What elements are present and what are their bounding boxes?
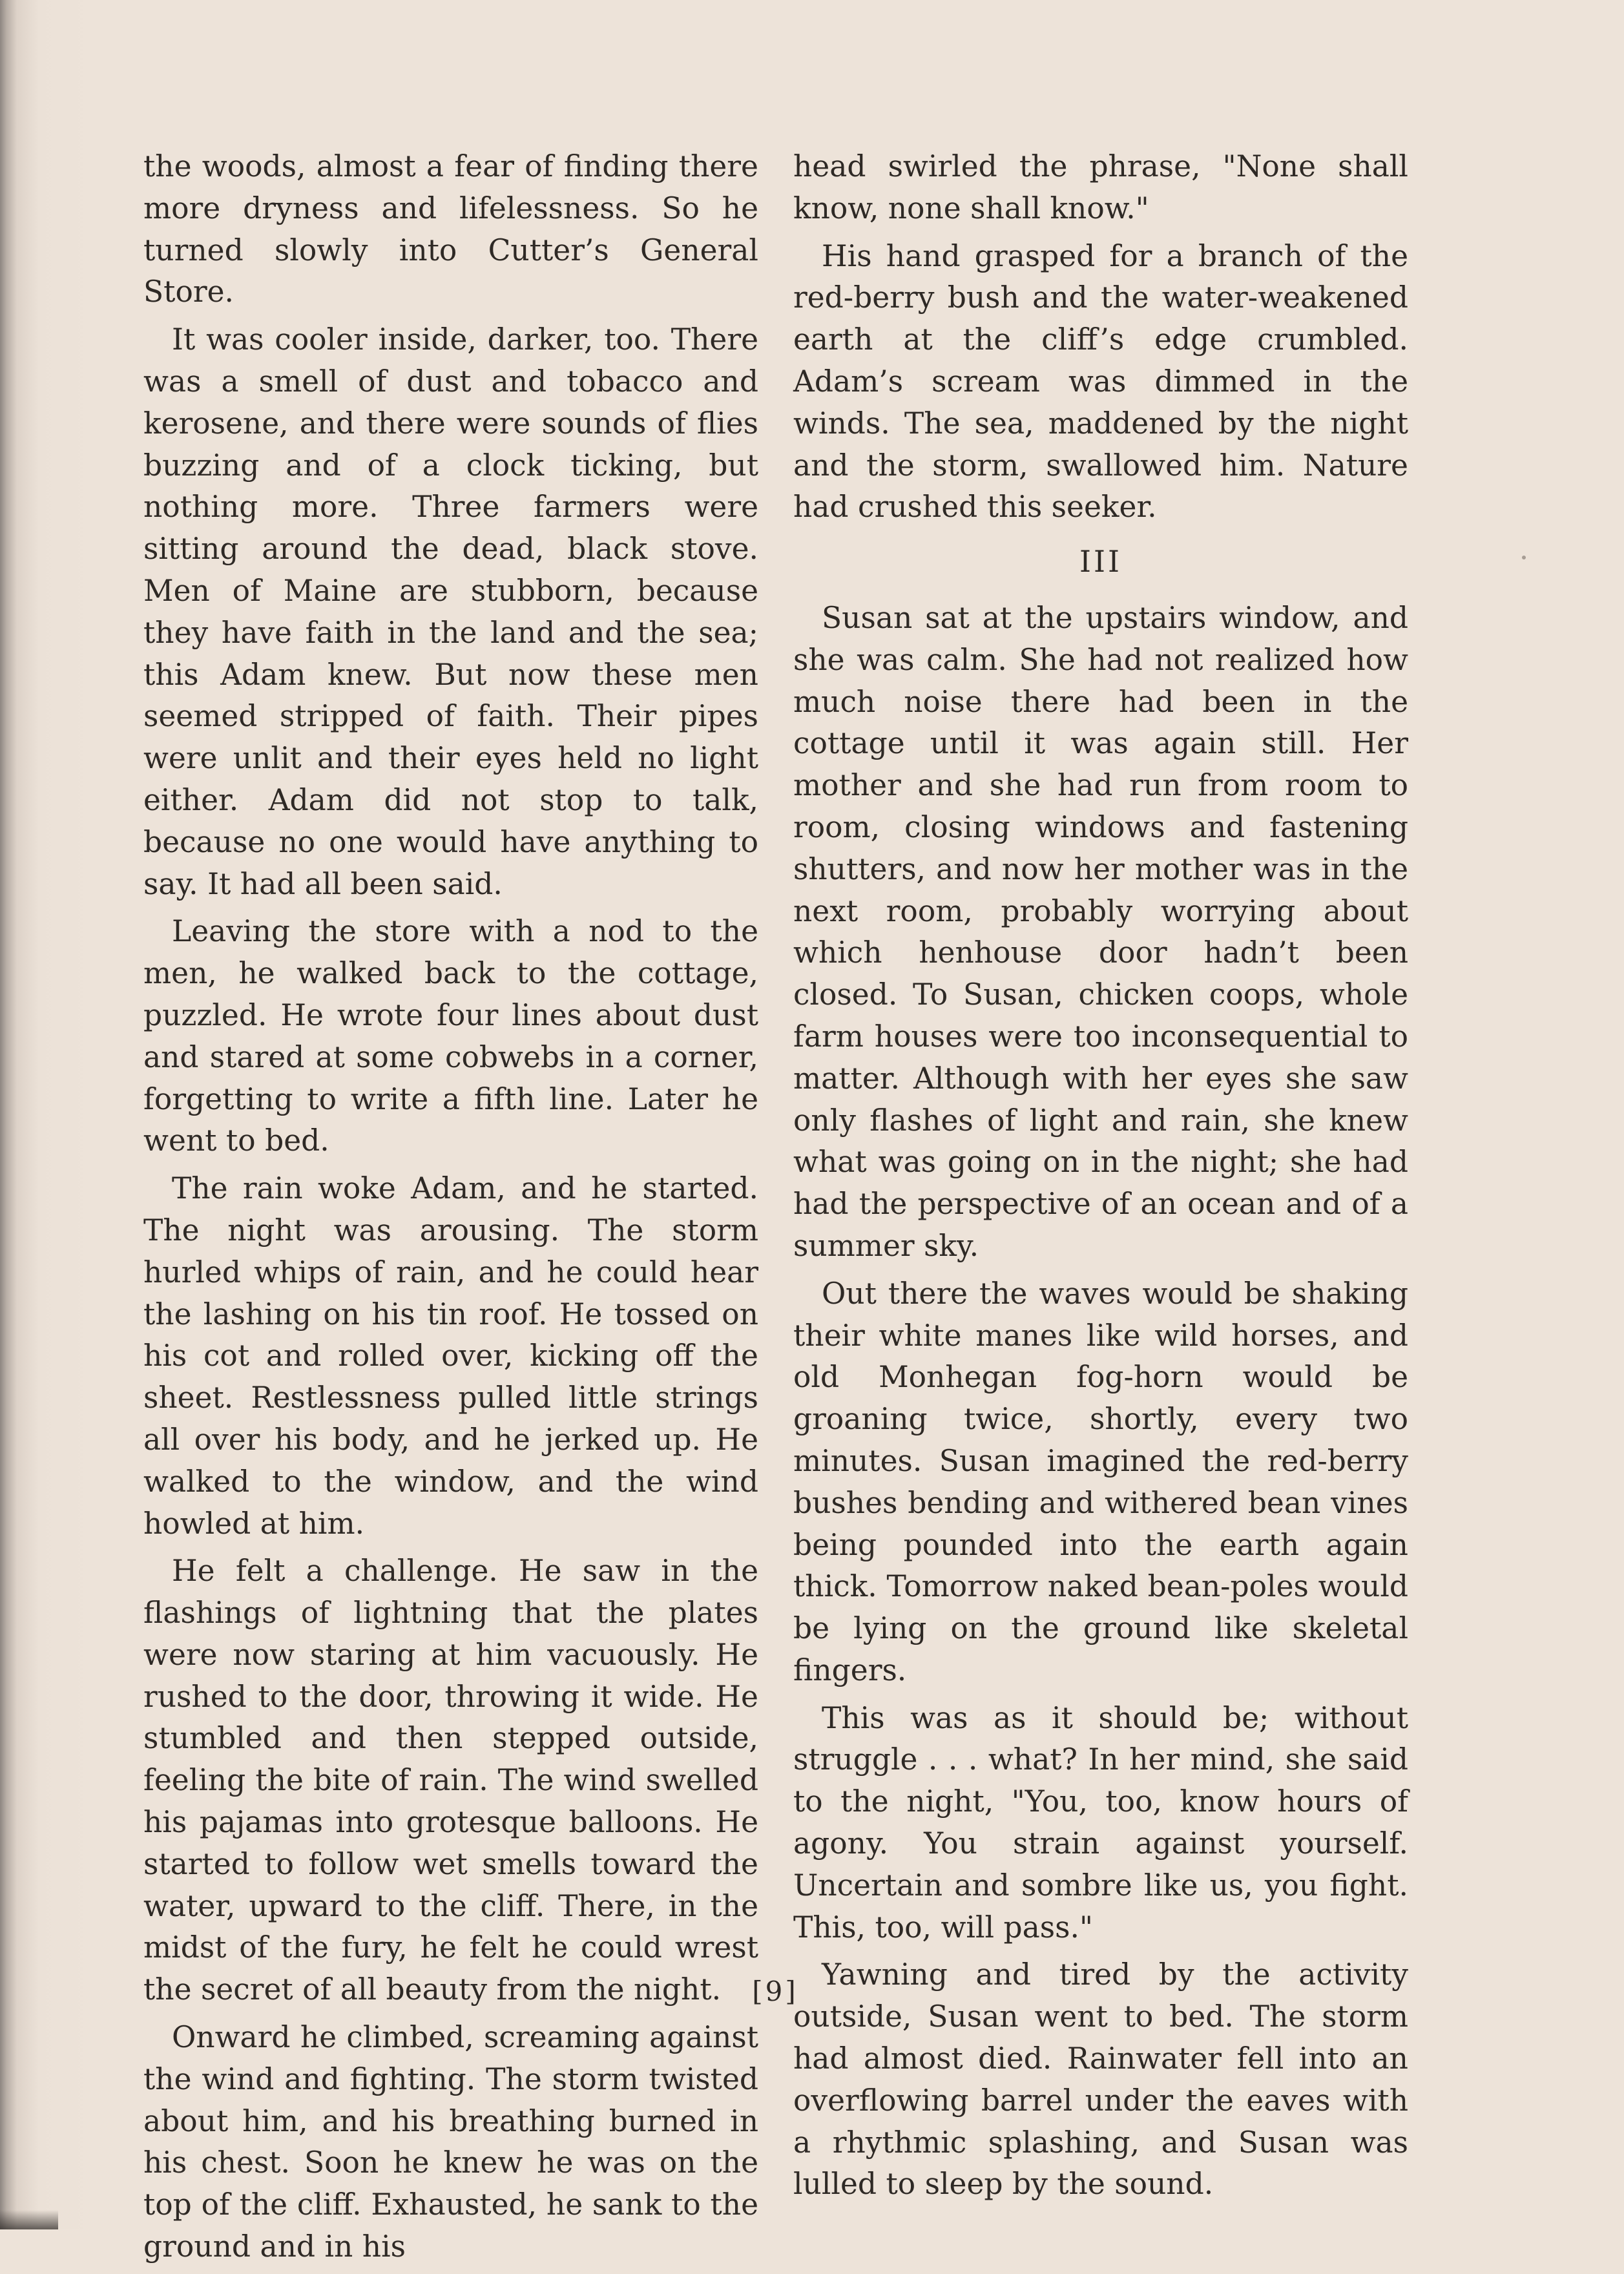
left-column: [143, 146, 758, 2274]
paragraph: Leaving the store with a nod to the men, he walked back to the cottage, puzzled. He wrote four lines about dust and stared at some cobwebs in a corner, forgetting to write a fifth line. Later he went to bed.: [143, 914, 758, 1158]
paragraph: Out there the waves would be shaking their white manes like wild horses, and old Monhegan fog-horn would be groaning twice, shortly, every two minutes. Susan imagined the red-berry bushes bending and withered bean vines being pounded into the earth again thick. Tomorrow naked bean-poles would be lying on the ground like skeletal fingers.: [793, 1276, 1408, 1687]
paragraph: head swirled the phrase, "None shall know, none shall know.": [793, 149, 1408, 225]
paragraph: His hand grasped for a branch of the red-berry bush and the water-weakened earth at the cliff’s edge crumbled. Adam’s scream was dimmed in the winds. The sea, maddened by the night and the storm, swallowed him. Nature had crushed this seeker.: [793, 238, 1408, 525]
binding-shadow: [0, 2210, 58, 2229]
section-heading: III: [1079, 545, 1122, 579]
right-column: [793, 146, 1408, 2211]
page-number: [9]: [752, 1976, 798, 2007]
paragraph: Yawning and tired by the activity outside, Susan went to bed. The storm had almost died. Rainwater fell into an overflowing barrel under the eaves with a rhythmic splashing, and Susan was lulled to sleep by the sound.: [793, 1957, 1408, 2202]
paragraph: He felt a challenge. He saw in the flashings of lightning that the plates were now staring at him vacuously. He rushed to the door, throwing it wide. He stumbled and then stepped outside, feeling the bite of rain. The wind swelled his pajamas into grotesque balloons. He started to follow wet smells toward the water, upward to the cliff. There, in the midst of the fury, he felt he could wrest the secret of all beauty from the night.: [143, 1554, 758, 2007]
paragraph: the woods, almost a fear of finding there more dryness and lifelessness. So he turned slowly into Cutter’s General Store.: [143, 149, 758, 309]
paragraph: The rain woke Adam, and he started. The night was arousing. The storm hurled whips of rain, and he could hear the lashing on his tin roof. He tossed on his cot and rolled over, kicking off the sheet. Restlessness pulled little strings all over his body, and he jerked up. He walked to the window, and the wind howled at him.: [143, 1171, 758, 1541]
paragraph: Susan sat at the upstairs window, and she was calm. She had not realized how much noise there had been in the cottage until it was again still. Her mother and she had run from room to room, closing windows and fastening shutters, and now her mother was in the next room, probably worrying about which henhouse door hadn’t been closed. To Susan, chicken coops, whole farm houses were too inconsequential to matter. Although with her eyes she saw only flashes of light and rain, she knew what was going on in the night; she had had the perspective of an ocean and of a summer sky.: [793, 600, 1408, 1263]
paper-speck: [1522, 556, 1526, 559]
paragraph: This was as it should be; without struggle . . . what? In her mind, she said to the night, "You, too, know hours of agony. You strain against yourself. Uncertain and sombre like us, you fight. This, too, will pass.": [793, 1700, 1408, 1945]
paragraph: Onward he climbed, screaming against the wind and fighting. The storm twisted about him, and his breathing burned in his chest. Soon he knew he was on the top of the cliff. Exhausted, he sank to the ground and in his: [143, 2020, 758, 2264]
paragraph: It was cooler inside, darker, too. There was a smell of dust and tobacco and kerosene, and there were sounds of flies buzzing and of a clock ticking, but nothing more. Three farmers were sitting around the dead, black stove. Men of Maine are stubborn, because they have faith in the land and the sea; this Adam knew. But now these men seemed stripped of faith. Their pipes were unlit and their eyes held no light either. Adam did not stop to talk, because no one would have anything to say. It had all been said.: [143, 322, 758, 901]
